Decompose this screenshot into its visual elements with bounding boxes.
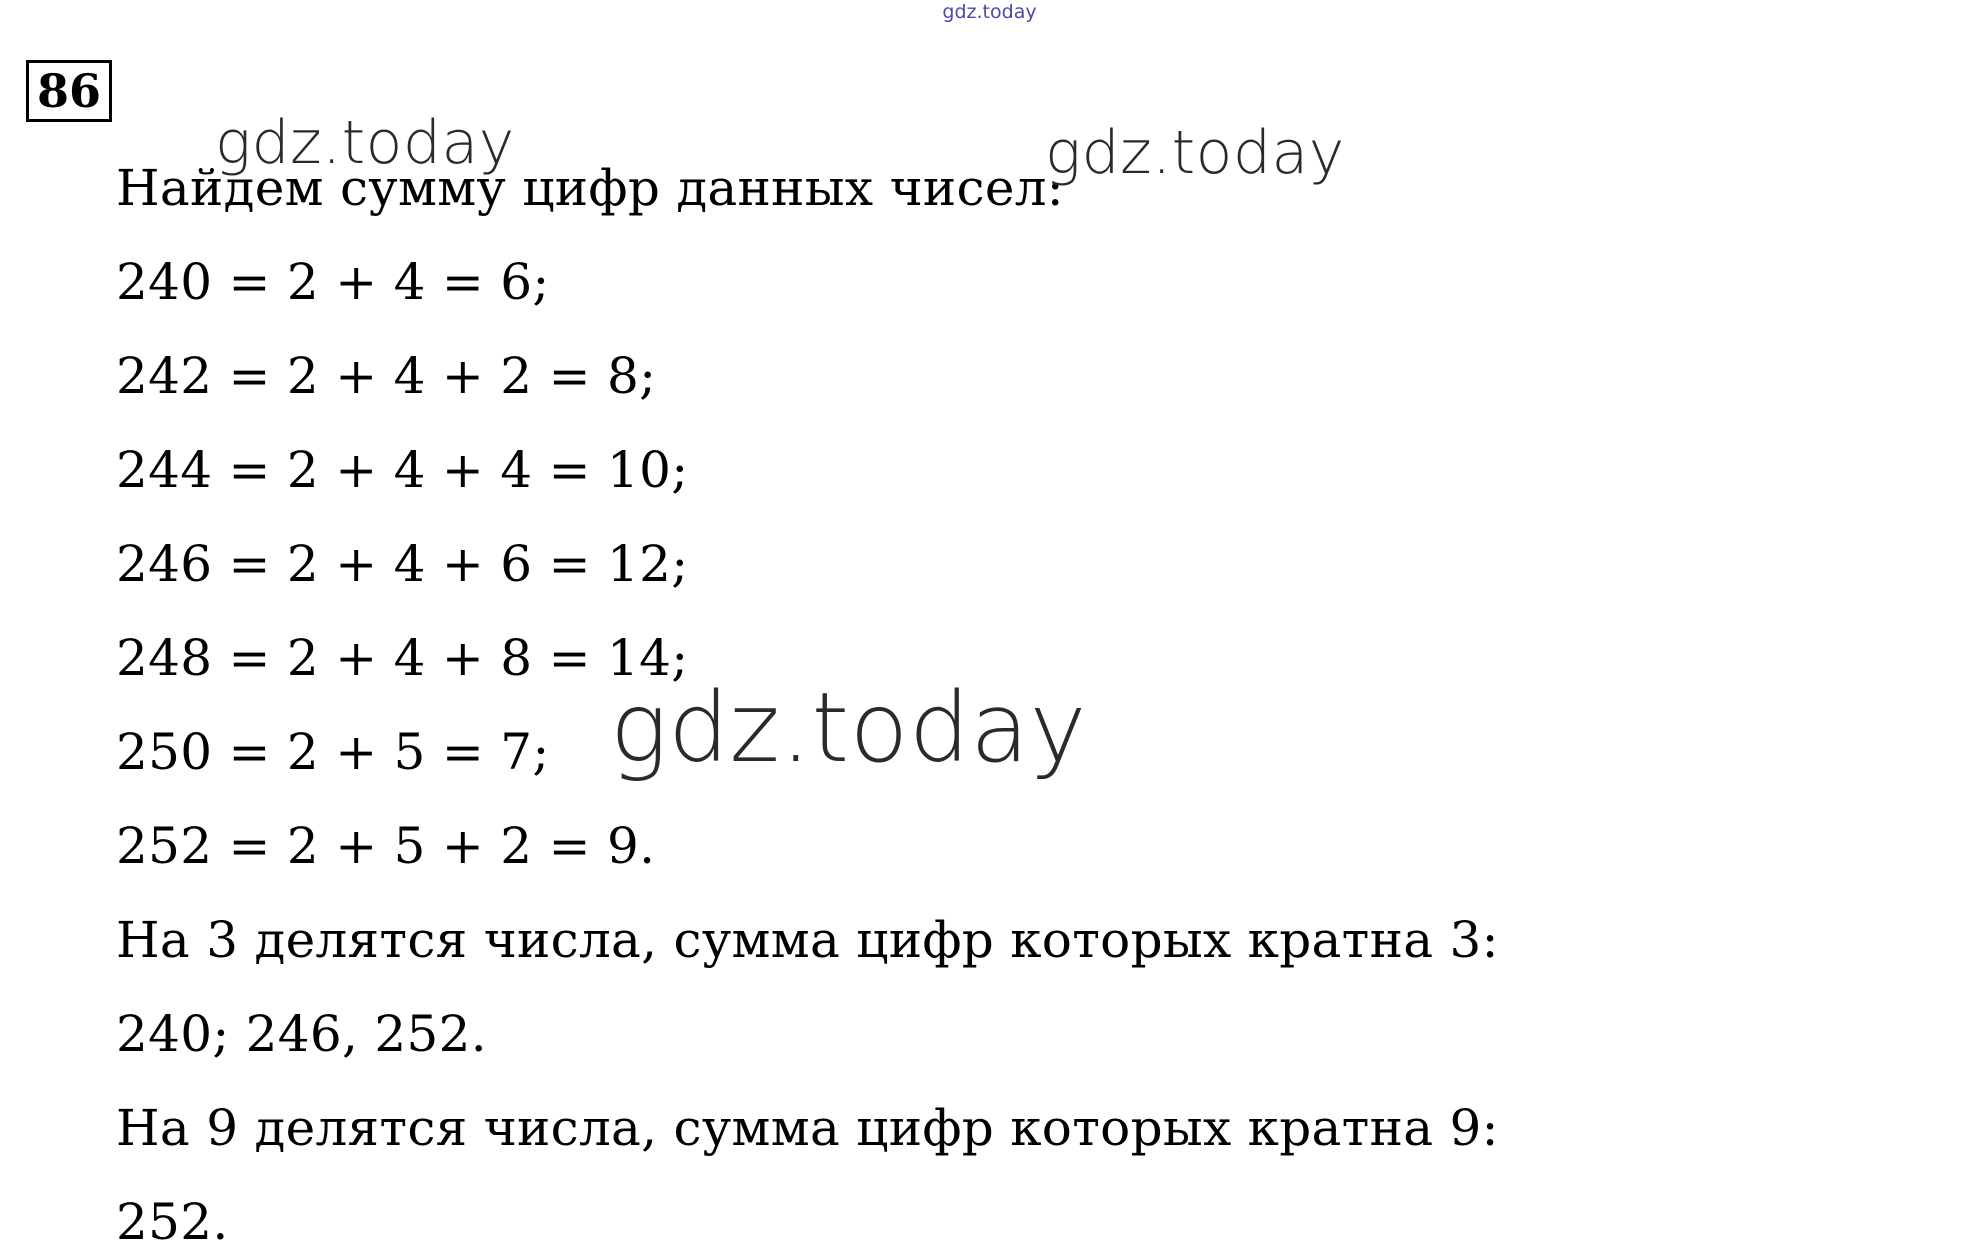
problem-number: 86 <box>26 60 112 122</box>
divisibility-by-9-answer: 252. <box>116 1193 229 1251</box>
divisibility-by-3-answer: 240; 246, 252. <box>116 1005 487 1063</box>
watermark-upper-left: gdz.today <box>215 108 515 178</box>
watermark-center: gdz.today <box>610 672 1087 784</box>
solution-intro: Найдем сумму цифр данных чисел: <box>116 159 1064 217</box>
divisibility-by-3-statement: На 3 делятся числа, сумма цифр которых кратна 3: <box>116 911 1499 969</box>
solution-line: 252 = 2 + 5 + 2 = 9. <box>116 817 656 875</box>
divisibility-by-9-statement: На 9 делятся числа, сумма цифр которых кратна 9: <box>116 1099 1499 1157</box>
solution-line: 244 = 2 + 4 + 4 = 10; <box>116 441 689 499</box>
solution-line: 246 = 2 + 4 + 6 = 12; <box>116 535 689 593</box>
watermark-top: gdz.today <box>942 1 1037 23</box>
solution-line: 248 = 2 + 4 + 8 = 14; <box>116 629 689 687</box>
watermark-upper-right: gdz.today <box>1045 118 1345 188</box>
solution-line: 250 = 2 + 5 = 7; <box>116 723 550 781</box>
solution-line: 242 = 2 + 4 + 2 = 8; <box>116 347 657 405</box>
solution-line: 240 = 2 + 4 = 6; <box>116 253 550 311</box>
